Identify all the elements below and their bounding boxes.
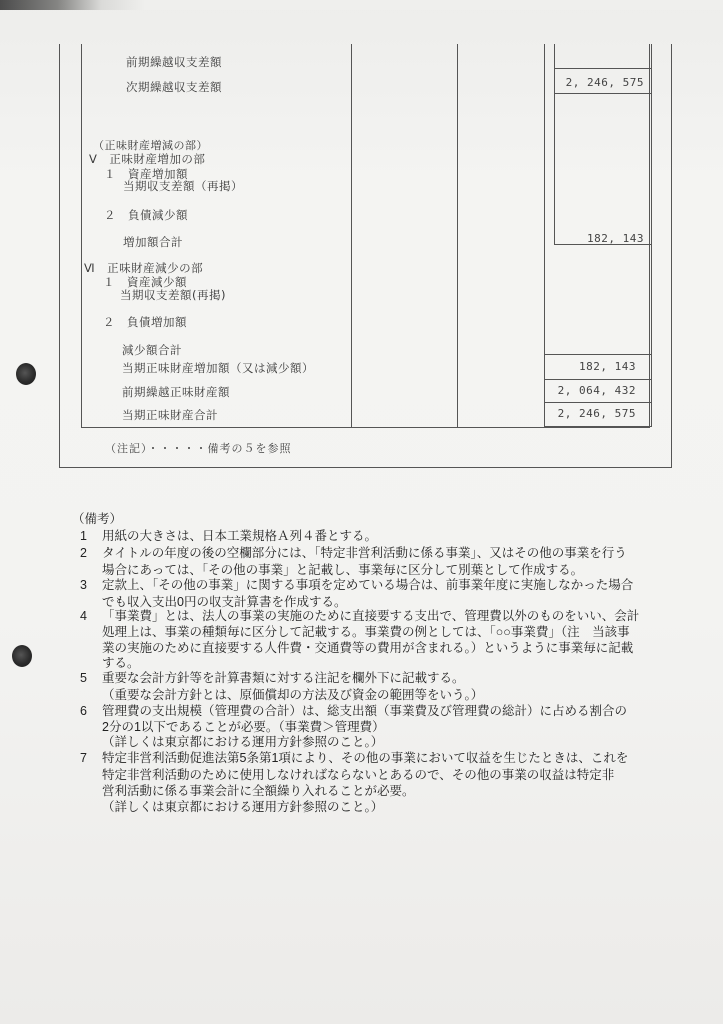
amount-value: 2, 064, 432 bbox=[557, 384, 636, 397]
punch-hole-icon bbox=[12, 645, 32, 667]
remark-line bbox=[80, 703, 627, 720]
row-label: 前期繰越正味財産額 bbox=[122, 385, 230, 399]
amount-box bbox=[554, 44, 652, 69]
remark-text: （重要な会計方針とは、原価償却の方法及び資金の範囲等をいう。） bbox=[102, 688, 484, 702]
remark-line bbox=[80, 624, 630, 641]
row-label: 当期収支差額（再掲） bbox=[123, 179, 243, 193]
remark-number: 4 bbox=[80, 609, 87, 623]
remark-text: 「事業費」とは、法人の事業の実施のために直接要する支出で、管理費以外のものをいい、会計 bbox=[102, 609, 640, 623]
remark-text: （詳しくは東京都における運用方針参照のこと。） bbox=[102, 800, 384, 814]
table-footnote: （注記）・・・・・備考の５を参照 bbox=[105, 442, 292, 455]
remark-number: 3 bbox=[80, 578, 87, 592]
remark-text: する。 bbox=[102, 656, 140, 670]
remark-line bbox=[80, 799, 383, 816]
remark-number: 6 bbox=[80, 704, 87, 718]
row-label: 次期繰越収支差額 bbox=[126, 80, 222, 94]
remark-number: 7 bbox=[80, 751, 87, 765]
row-label: 前期繰越収支差額 bbox=[126, 55, 222, 69]
remark-text: 特定非営利活動促進法第5条第1項により、その他の事業において収益を生じたときは、これを bbox=[102, 751, 629, 765]
row-label: １ 資産減少額 bbox=[103, 275, 187, 289]
remark-text: 重要な会計方針等を計算書類に対する注記を欄外下に記載する。 bbox=[102, 671, 465, 685]
row-label: 減少額合計 bbox=[122, 343, 182, 357]
remark-text: でも収入支出0円の収支計算書を作成する。 bbox=[102, 595, 347, 609]
remark-text: 2分の1以下であることが必要。（事業費＞管理費） bbox=[102, 720, 385, 734]
remark-number: 5 bbox=[80, 671, 87, 685]
amount-value: 182, 143 bbox=[579, 360, 636, 373]
row-label: 当期正味財産合計 bbox=[122, 408, 218, 422]
row-label: ２ 負債増加額 bbox=[103, 315, 187, 329]
amount-value: 2, 246, 575 bbox=[557, 407, 636, 420]
remark-line bbox=[80, 640, 633, 657]
remark-line bbox=[80, 750, 628, 767]
remark-text: タイトルの年度の後の空欄部分には、「特定非営利活動に係る事業」、又はその他の事業を行う bbox=[102, 546, 627, 560]
remark-text: 業の実施のために直接要する人件費・交通費等の費用が含まれる。）というように事業毎に記載 bbox=[102, 641, 634, 655]
remark-line bbox=[80, 577, 633, 594]
remark-number: 2 bbox=[80, 546, 87, 560]
remark-text: 特定非営利活動のために使用しなければならないとあるので、その他の事業の収益は特定非 bbox=[102, 768, 615, 782]
remark-line bbox=[80, 545, 627, 562]
remark-text: 用紙の大きさは、日本工業規格Ａ列４番とする。 bbox=[102, 529, 378, 543]
punch-hole-icon bbox=[16, 363, 36, 385]
remark-line bbox=[80, 783, 415, 800]
amount-box bbox=[544, 244, 652, 355]
row-label: 当期正味財産増加額（又は減少額） bbox=[122, 361, 314, 375]
amount-value: 2, 246, 575 bbox=[565, 76, 644, 89]
section-heading: Ⅵ 正味財産減少の部 bbox=[84, 261, 204, 275]
section-heading: Ⅴ 正味財産増加の部 bbox=[89, 152, 206, 166]
remark-text: 処理上は、事業の種類毎に区分して記載する。事業費の例としては、「○○事業費」（注 当該事 bbox=[102, 625, 630, 639]
remark-text: 管理費の支出規模（管理費の合計）は、総支出額（事業費及び管理費の総計）に占める割合の bbox=[102, 704, 628, 718]
remark-text: 営利活動に係る事業会計に全額繰り入れることが必要。 bbox=[102, 784, 415, 798]
remark-number: 1 bbox=[80, 529, 87, 543]
remark-line bbox=[80, 670, 465, 687]
row-label: 当期収支差額(再掲) bbox=[120, 288, 226, 302]
row-label: 増加額合計 bbox=[123, 235, 183, 249]
remark-text: 場合にあっては、「その他の事業」と記載し、事業毎に区分して別葉として作成する。 bbox=[102, 563, 584, 577]
section-title: （正味財産増減の部） bbox=[93, 139, 208, 152]
amount-value: 182, 143 bbox=[587, 232, 644, 245]
column-divider bbox=[351, 44, 352, 427]
remark-text: 定款上、「その他の事業」に関する事項を定めている場合は、前事業年度に実施しなかった場合 bbox=[102, 578, 634, 592]
remarks-title: （備考） bbox=[72, 512, 123, 526]
remark-line bbox=[80, 767, 614, 784]
remark-line bbox=[80, 528, 377, 545]
row-label: ２ 負債減少額 bbox=[104, 208, 188, 222]
amount-box bbox=[554, 92, 652, 245]
column-divider bbox=[457, 44, 458, 427]
remark-line bbox=[80, 687, 483, 704]
remark-text: （詳しくは東京都における運用方針参照のこと。） bbox=[102, 735, 384, 749]
remark-line bbox=[80, 734, 383, 751]
row-label: １ 資産増加額 bbox=[104, 167, 188, 181]
page-edge-shadow bbox=[0, 0, 723, 10]
remark-line bbox=[80, 608, 639, 625]
